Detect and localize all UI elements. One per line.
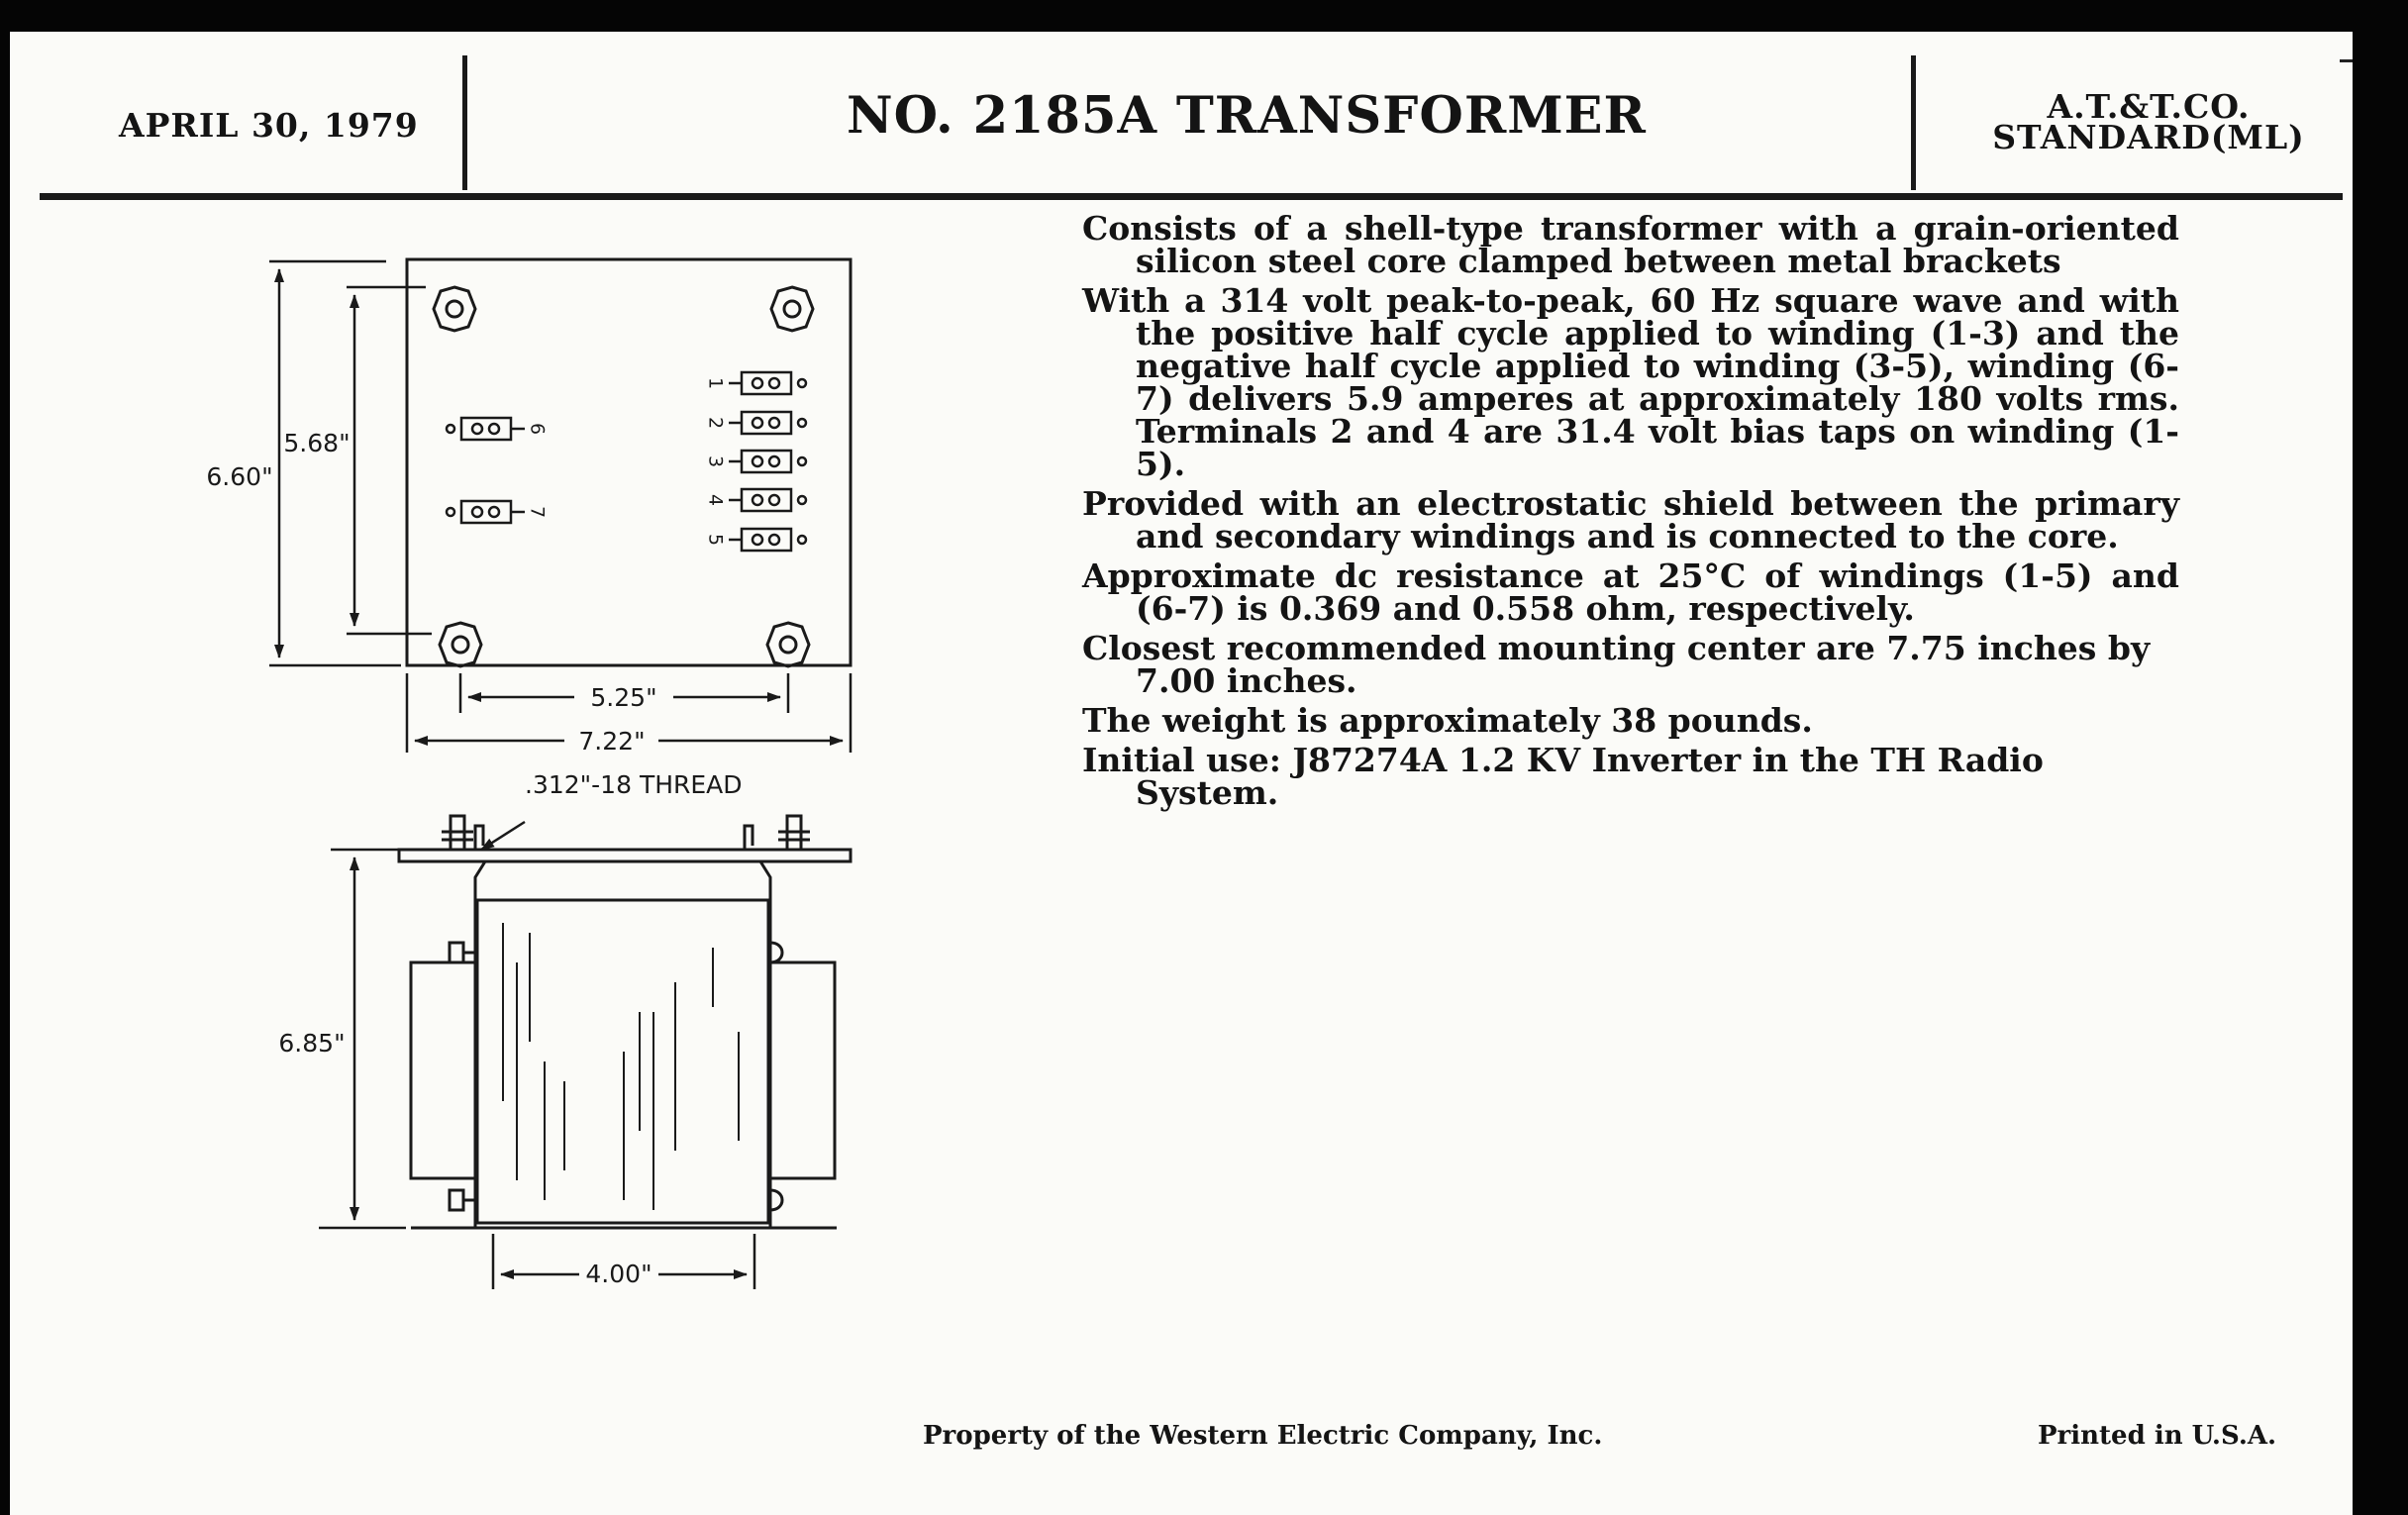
terminal-label-7: 7 xyxy=(526,505,549,519)
dim-label-inner-width: 5.25" xyxy=(590,683,657,712)
description-paragraph: Approximate dc resistance at 25°C of windings (1-5) and (6-7) is 0.369 and 0.558 ohm, respectively. xyxy=(1082,556,2179,628)
terminal-label-6: 6 xyxy=(526,422,549,436)
issue-date: APRIL 30, 1979 xyxy=(119,106,419,145)
description-paragraph: Consists of a shell-type transformer with a grain-oriented silicon steel core clamped between metal brackets xyxy=(1082,209,2179,280)
dim-label-overall-height: 6.60" xyxy=(206,462,273,491)
dim-label-side-height: 6.85" xyxy=(278,1029,346,1058)
standard-label xyxy=(1965,87,2332,156)
corner-mark xyxy=(2340,59,2353,62)
footer-printed: Printed in U.S.A. xyxy=(2038,1421,2277,1451)
dim-label-side-width: 4.00" xyxy=(585,1260,652,1288)
description-paragraph: With a 314 volt peak-to-peak, 60 Hz square wave and with the positive half cycle applied to winding (1-3) and the negative half cycle applied to winding (3-5), winding (6-7) delivers 5.9 amperes at approximately 180 volts rms. Terminals 2 and 4 are 31.4 volt bias taps on winding (1-5). xyxy=(1082,281,2179,483)
thread-leader xyxy=(481,822,525,850)
top-view-nut xyxy=(440,623,481,666)
terminal-block-left xyxy=(447,418,525,523)
dim-overall-height xyxy=(269,261,401,665)
top-view-nut xyxy=(434,287,475,331)
footer-property: Property of the Western Electric Company, Inc. xyxy=(923,1421,1603,1451)
header-divider-right xyxy=(1911,55,1916,190)
spec-sheet xyxy=(10,32,2353,1515)
top-view-base xyxy=(407,259,851,665)
description-paragraph: Closest recommended mounting center are 7.75 inches by 7.00 inches. xyxy=(1082,629,2151,700)
dim-label-inner-height: 5.68" xyxy=(283,429,351,457)
description-paragraph: Initial use: J87274A 1.2 KV Inverter in the TH Radio System. xyxy=(1082,741,2044,812)
top-view-nut xyxy=(767,623,809,666)
side-view xyxy=(399,816,851,1228)
terminal-label-1: 1 xyxy=(704,376,727,390)
terminal-label-2: 2 xyxy=(704,416,727,430)
terminal-label-4: 4 xyxy=(704,493,727,507)
standard-line-1: A.T.&T.CO. xyxy=(2047,87,2251,126)
terminal-block-right xyxy=(729,372,806,551)
thread-label: .312"-18 THREAD xyxy=(525,770,743,799)
standard-line-2: STANDARD(ML) xyxy=(1992,118,2305,156)
terminal-label-5: 5 xyxy=(704,533,727,547)
dim-inner-height xyxy=(347,287,432,634)
description-paragraph: The weight is approximately 38 pounds. xyxy=(1082,701,1813,740)
description-paragraph: Provided with an electrostatic shield between the primary and secondary windings and is connected to the core. xyxy=(1082,484,2179,556)
top-view-nut xyxy=(771,287,813,331)
transformer-drawing xyxy=(10,32,901,1339)
description xyxy=(1082,209,2179,816)
terminal-label-3: 3 xyxy=(704,454,727,468)
page-title: NO. 2185A TRANSFORMER xyxy=(847,86,1647,146)
dim-label-overall-width: 7.22" xyxy=(578,727,646,756)
